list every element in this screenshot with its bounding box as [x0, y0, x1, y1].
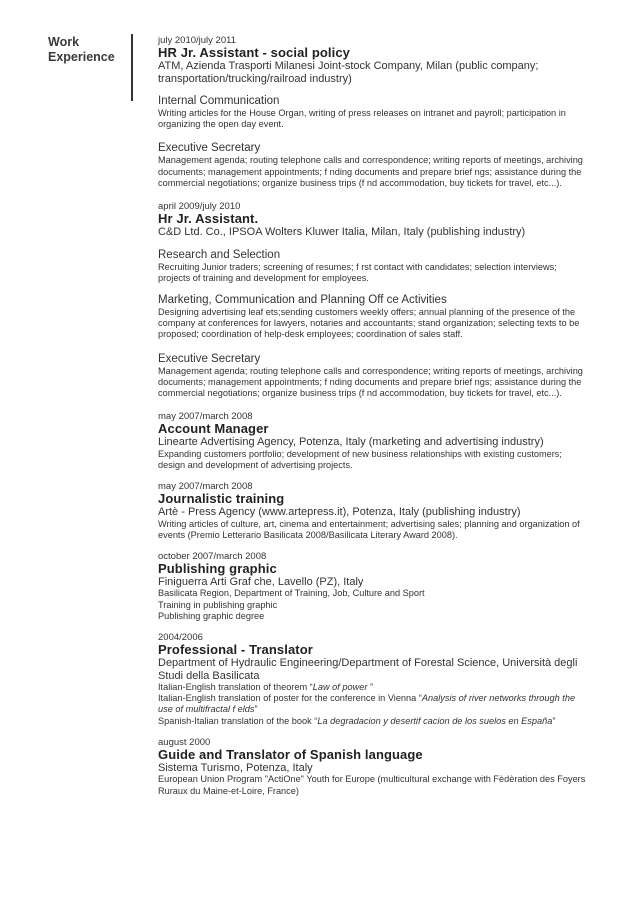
subsection-title: Internal Communication [158, 95, 280, 107]
translation-prefix: Spanish-Italian translation of the book “ [158, 715, 318, 726]
section-title-line1: Work [48, 35, 80, 49]
experience-entry [158, 411, 588, 471]
subsection-title: Research and Selection [158, 248, 281, 261]
translation-suffix: ” [254, 704, 258, 715]
experience-list [158, 35, 588, 797]
entry-date: may 2007/march 2008 [158, 411, 253, 423]
entry-title: Account Manager [158, 421, 269, 437]
entry-detail-line: Publishing graphic degree [158, 610, 265, 621]
entry-organization: Finiguerra Arti Graf che, Lavello (PZ), Italy [158, 575, 364, 588]
experience-entry [158, 201, 588, 399]
entry-organization: Artè - Press Agency (www.artepress.it), Potenza, Italy (publishing industry) [158, 506, 521, 519]
entry-organization: Sistema Turismo, Potenza, Italy [158, 761, 313, 774]
entry-organization: Linearte Advertising Agency, Potenza, Italy (marketing and advertising industry) [158, 436, 544, 449]
experience-entry [158, 481, 588, 541]
subsection-description: Writing articles for the House Organ, writing of press releases on intranet and payroll; participation in organizing the open day event. [158, 108, 566, 130]
entry-subsection [158, 142, 588, 189]
entry-description: European Union Program "ActiOne" Youth for Europe (multicultural exchange with Fèdèration des Foyers Ruraux du Maine-et-Loire, France) [158, 774, 586, 796]
entry-detail-line: Training in publishing graphic [158, 599, 278, 610]
entry-title: Professional - Translator [158, 642, 313, 658]
entry-title: Guide and Translator of Spanish language [158, 746, 423, 762]
translation-line [158, 682, 588, 693]
translation-line [158, 693, 588, 715]
entry-description: Writing articles of culture, art, cinema and entertainment; advertising sales; planning and organization of events (Premio Letterario Basilicata 2008/Basilicata Literary Award 2008). [158, 518, 580, 540]
entry-detail-line: Basilicata Region, Department of Training, Job, Culture and Sport [158, 588, 425, 599]
subsection-title: Marketing, Communication and Planning Off ce Activities [158, 293, 447, 306]
entry-date: july 2010/july 2011 [158, 35, 236, 46]
entry-date: april 2009/july 2010 [158, 201, 241, 213]
subsection-description: Management agenda; routing telephone calls and correspondence; writing reports of meetings, archiving documents; management appointments; f nding documents and prepare brief ngs; assistance during the commercial negotiations; organize business trips (f nd accommodation, buy tickets for travel, etc...). [158, 365, 583, 398]
entry-organization: ATM, Azienda Trasporti Milanesi Joint-stock Company, Milan (public company; transportation/trucking/railroad industry) [158, 60, 539, 85]
entry-date: october 2007/march 2008 [158, 550, 267, 562]
entry-date: may 2007/march 2008 [158, 481, 253, 493]
entry-subsection [158, 95, 588, 130]
subsection-description: Management agenda; routing telephone calls and correspondence; writing reports of meetings, archiving documents; management appointments; f nding documents and prepare brief ngs; assistance during the commercial negotiations; organize business trips (f nd accommodation, buy tickets for travel, etc...). [158, 155, 583, 188]
translation-work-title: Law of power [312, 682, 368, 693]
subsection-description: Designing advertising leaf ets;sending customers weekly offers; annual planning of the presence of the company at conferences for lawyers, notaries and accountants; stand organization; selecting texts to be proposed; coordination of help-desk employees; coordination of sales staff. [158, 306, 580, 340]
subsection-title: Executive Secretary [158, 142, 261, 155]
entry-subsection [158, 249, 588, 284]
subsection-title: Executive Secretary [158, 352, 261, 365]
entry-title: Hr Jr. Assistant. [158, 211, 259, 227]
translation-suffix: ” [552, 715, 556, 726]
section-divider [131, 34, 133, 101]
translation-suffix: ” [367, 682, 374, 693]
entry-title: HR Jr. Assistant - social policy [158, 45, 351, 60]
entry-organization: C&D Ltd. Co., IPSOA Wolters Kluwer Italia, Milan, Italy (publishing industry) [158, 226, 526, 239]
entry-title: Publishing graphic [158, 560, 277, 576]
experience-entry [158, 35, 588, 189]
entry-subsection [158, 294, 588, 341]
translation-prefix: Italian-English translation of theorem “ [158, 682, 313, 693]
subsection-description: Recruiting Junior traders; screening of resumes; f rst contact with candidates; selection interviews; projects of training and development for employees. [158, 261, 557, 283]
entry-description: Expanding customers portfolio; development of new business relationships with existing customers; design and development of advertising projects. [158, 448, 562, 470]
translation-work-title: La degradacion y desertif cacion de los suelos en España [317, 715, 553, 726]
entry-date: august 2000 [158, 736, 211, 748]
experience-entry [158, 551, 588, 622]
translation-prefix: Italian-English translation of poster for the conference in Vienna “ [158, 693, 422, 704]
experience-entry [158, 632, 588, 727]
entry-title: Journalistic training [158, 491, 285, 507]
entry-subsection [158, 353, 588, 400]
section-title-line2: Experience [48, 50, 115, 64]
translation-work-title: Analysis of river networks through the use of multifractal f elds [158, 693, 576, 715]
translation-line [158, 716, 588, 727]
entry-organization: Department of Hydraulic Engineering/Department of Forestal Science, Università degli Studi della Basilicata [158, 657, 578, 682]
section-title [48, 35, 115, 65]
experience-entry [158, 737, 588, 797]
entry-date: 2004/2006 [158, 632, 203, 644]
